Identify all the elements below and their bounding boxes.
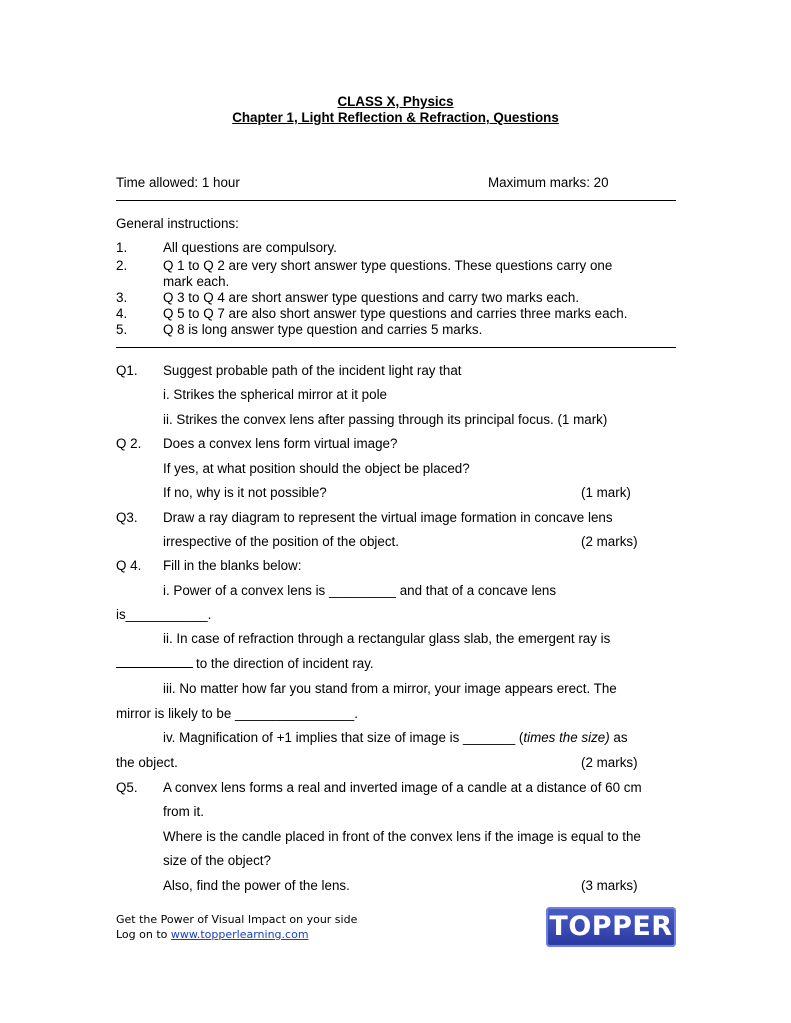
answer-blank — [116, 656, 193, 668]
instruction-text: Q 5 to Q 7 are also short answer type questions and carries three marks each. — [163, 306, 628, 321]
question-text: iii. No matter how far you stand from a mirror, your image appears erect. The — [163, 681, 617, 696]
page-title: CLASS X, Physics — [337, 94, 454, 109]
question-text: the object. — [116, 755, 178, 770]
instruction-number: 3. — [116, 290, 128, 305]
question-text: size of the object? — [163, 853, 271, 868]
question-text: Draw a ray diagram to represent the virtual image formation in concave lens — [163, 510, 613, 525]
question-marks: (3 marks) — [581, 878, 638, 893]
instruction-text-continued: mark each. — [163, 274, 230, 289]
question-text: Suggest probable path of the incident light ray that — [163, 363, 462, 378]
question-text: to the direction of incident ray. — [196, 656, 374, 671]
question-text: i. Strikes the spherical mirror at it pole — [163, 387, 387, 402]
maximum-marks: Maximum marks: 20 — [488, 175, 609, 190]
instruction-number: 5. — [116, 322, 128, 337]
instruction-text: Q 3 to Q 4 are short answer type questions and carry two marks each. — [163, 290, 580, 305]
question-text: ii. Strikes the convex lens after passing through its principal focus. (1 mark) — [163, 412, 608, 427]
instruction-text: Q 8 is long answer type question and carries 5 marks. — [163, 322, 483, 337]
question-text: Also, find the power of the lens. — [163, 878, 350, 893]
question-marks: (2 marks) — [581, 534, 638, 549]
question-number: Q 2. — [116, 436, 142, 451]
instruction-number: 1. — [116, 240, 128, 255]
topper-logo — [546, 907, 676, 947]
divider — [116, 347, 676, 348]
time-allowed: Time allowed: 1 hour — [116, 175, 240, 190]
question-number: Q5. — [116, 780, 138, 795]
instruction-text: Q 1 to Q 2 are very short answer type questions. These questions carry one — [163, 258, 613, 273]
question-text: i. Power of a convex lens is _________ and that of a concave lens — [163, 583, 557, 598]
question-text: If no, why is it not possible? — [163, 485, 327, 500]
page-subtitle: Chapter 1, Light Reflection & Refraction, Questions — [232, 110, 559, 125]
instruction-text: All questions are compulsory. — [163, 240, 337, 255]
divider — [116, 200, 676, 201]
question-number: Q1. — [116, 363, 138, 378]
instruction-number: 4. — [116, 306, 128, 321]
question-text: Does a convex lens form virtual image? — [163, 436, 398, 451]
question-emphasis: times the size) — [523, 730, 610, 745]
footer-link-line — [116, 928, 309, 941]
question-text-with-blank — [116, 656, 374, 671]
question-text: as — [609, 730, 628, 745]
question-marks: (2 marks) — [581, 755, 638, 770]
question-text: iv. Magnification of +1 implies that size of image is _______ ( — [163, 730, 524, 745]
question-marks: (1 mark) — [581, 485, 631, 500]
question-text: Where is the candle placed in front of the convex lens if the image is equal to the — [163, 829, 641, 844]
question-text: from it. — [163, 804, 204, 819]
question-text: irrespective of the position of the object. — [163, 534, 399, 549]
question-text: ii. In case of refraction through a rectangular glass slab, the emergent ray is — [163, 631, 611, 646]
question-text: Fill in the blanks below: — [163, 558, 302, 573]
logo-text: TOPPER — [549, 911, 673, 942]
instructions-heading: General instructions: — [116, 216, 239, 231]
question-number: Q 4. — [116, 558, 142, 573]
footer-tagline: Get the Power of Visual Impact on your side — [116, 913, 358, 926]
instruction-number: 2. — [116, 258, 128, 273]
question-text: is___________. — [116, 607, 212, 622]
question-text-line — [163, 730, 628, 745]
website-link[interactable]: www.topperlearning.com — [170, 928, 309, 941]
question-text: A convex lens forms a real and inverted image of a candle at a distance of 60 cm — [163, 780, 642, 795]
footer-link-prefix: Log on to — [116, 928, 171, 941]
question-number: Q3. — [116, 510, 138, 525]
question-text: If yes, at what position should the object be placed? — [163, 461, 470, 476]
question-text: mirror is likely to be ________________. — [116, 706, 358, 721]
